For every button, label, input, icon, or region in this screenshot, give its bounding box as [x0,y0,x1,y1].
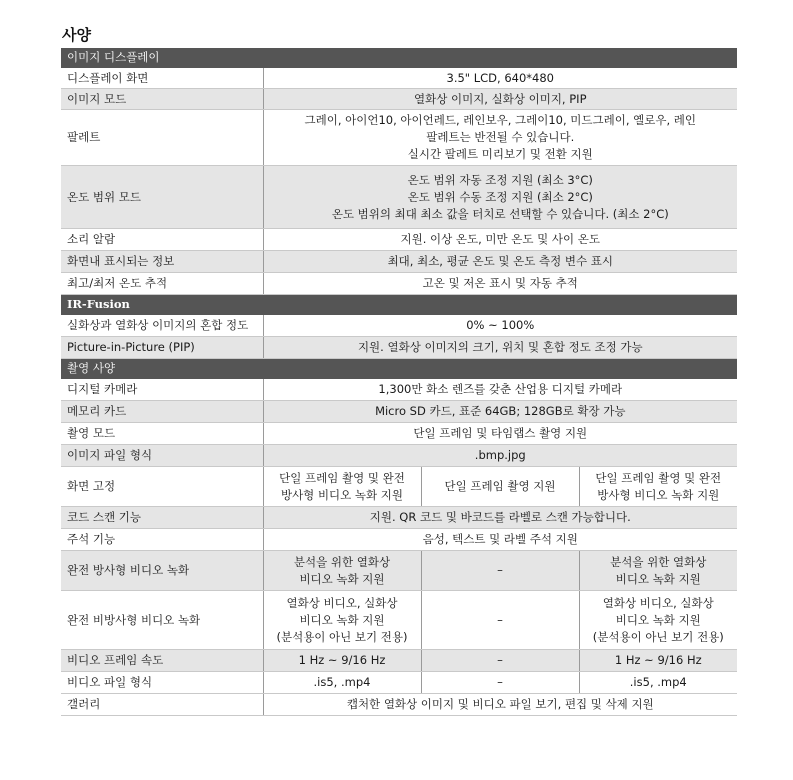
spec-row-screen-info [61,251,737,273]
value-col-3 [579,551,737,591]
spec-row-digital-camera [61,379,737,401]
spec-row-annotation [61,529,737,551]
value-col-2: – [421,650,579,672]
row-value: 고온 및 저온 표시 및 자동 추적 [263,273,737,295]
value-line: 방사형 비디오 녹화 지원 [280,487,404,502]
value-line: 분석을 위한 열화상 [610,554,707,569]
spec-row-memory-card [61,401,737,423]
spec-row-temp-range-mode [61,166,737,229]
value-line: 온도 범위 자동 조정 지원 (최소 3°C) [407,172,593,187]
value-col-2 [421,591,579,650]
row-value: 최대, 최소, 평균 온도 및 온도 측정 변수 표시 [263,251,737,273]
spec-table [61,48,737,716]
row-value: 열화상 이미지, 실화상 이미지, PIP [263,89,737,110]
row-value: .bmp.jpg [263,445,737,467]
row-label: 디스플레이 화면 [61,68,263,89]
value-line: 단일 프레임 촬영 지원 [444,479,556,493]
row-value [263,110,737,166]
value-line: 온도 범위의 최대 최소 값을 터치로 선택할 수 있습니다. (최소 2°C) [331,206,669,221]
spec-row-hi-lo-tracking [61,273,737,295]
value-col-3: .is5, .mp4 [579,672,737,694]
value-line: 열화상 비디오, 실화상 [602,595,714,610]
value-line: 온도 범위 수동 조정 지원 (최소 2°C) [407,189,593,204]
row-value: 음성, 텍스트 및 라벨 주석 지원 [263,529,737,551]
section-header-capture [61,359,737,379]
row-label: 완전 비방사형 비디오 녹화 [61,591,263,650]
spec-row-screen-freeze [61,467,737,507]
row-label: 촬영 모드 [61,423,263,445]
spec-row-full-radio-video [61,551,737,591]
row-label: 최고/최저 온도 추적 [61,273,263,295]
value-col-2 [421,551,579,591]
section-title-text: IR-Fusion [67,297,130,311]
value-col-1 [263,551,421,591]
spec-row-gallery [61,694,737,716]
row-label: 메모리 카드 [61,401,263,423]
row-value: 지원. QR 코드 및 바코드를 라벨로 스캔 가능합니다. [263,507,737,529]
row-label: 이미지 파일 형식 [61,445,263,467]
spec-row-capture-mode [61,423,737,445]
value-col-1 [263,467,421,507]
row-label: 코드 스캔 기능 [61,507,263,529]
value-line: 실시간 팔레트 미리보기 및 전환 지원 [407,147,593,161]
value-line: 단일 프레임 촬영 및 완전 [279,470,405,485]
value-line: 비디오 녹화 지원 [299,612,385,627]
value-line: 팔레트는 반전될 수 있습니다. [426,130,575,144]
value-line: 방사형 비디오 녹화 지원 [597,487,720,502]
row-label: Picture-in-Picture (PIP) [61,337,263,359]
spec-row-palette [61,110,737,166]
spec-row-blend-level [61,315,737,337]
row-label: 실화상과 열화상 이미지의 혼합 정도 [61,315,263,337]
row-label: 팔레트 [61,110,263,166]
section-title [61,295,737,315]
value-line: 비디오 녹화 지원 [615,571,701,586]
value-col-1: .is5, .mp4 [263,672,421,694]
value-line: 비디오 녹화 지원 [615,612,701,627]
spec-row-video-format [61,672,737,694]
row-label: 주석 기능 [61,529,263,551]
value-col-3 [579,591,737,650]
section-title: 이미지 디스플레이 [61,48,737,68]
row-label: 완전 방사형 비디오 녹화 [61,551,263,591]
row-value: 3.5" LCD, 640*480 [263,68,737,89]
row-value: 지원. 열화상 이미지의 크기, 위치 및 혼합 정도 조정 가능 [263,337,737,359]
row-label: 화면내 표시되는 정보 [61,251,263,273]
row-label: 화면 고정 [61,467,263,507]
row-value: 지원. 이상 온도, 미만 온도 및 사이 온도 [263,229,737,251]
value-col-2 [421,467,579,507]
value-col-2: – [421,672,579,694]
value-line: (분석용이 아닌 보기 전용) [592,629,724,644]
row-label: 온도 범위 모드 [61,166,263,229]
spec-row-image-mode [61,89,737,110]
value-col-1: 1 Hz ~ 9/16 Hz [263,650,421,672]
section-title: 촬영 사양 [61,359,737,379]
row-label: 갤러리 [61,694,263,716]
spec-row-pip [61,337,737,359]
value-line: – [497,612,503,627]
row-value [263,166,737,229]
spec-row-code-scan [61,507,737,529]
row-value: 캡처한 열화상 이미지 및 비디오 파일 보기, 편집 및 삭제 지원 [263,694,737,716]
spec-row-full-nonradio-video [61,591,737,650]
row-label: 이미지 모드 [61,89,263,110]
spec-row-video-frame-rate [61,650,737,672]
row-label: 디지털 카메라 [61,379,263,401]
value-line: – [497,563,503,577]
row-label: 비디오 파일 형식 [61,672,263,694]
spec-row-display-screen [61,68,737,89]
spec-row-sound-alarm [61,229,737,251]
value-line: 그레이, 아이언10, 아이언레드, 레인보우, 그레이10, 미드그레이, 옐로우, 레인 [304,113,697,127]
value-line: (분석용이 아닌 보기 전용) [276,629,408,644]
value-col-1 [263,591,421,650]
section-header-image-display [61,48,737,68]
value-line: 비디오 녹화 지원 [299,571,385,586]
row-label: 소리 알람 [61,229,263,251]
row-value: 1,300만 화소 렌즈를 갖춘 산업용 디지털 카메라 [263,379,737,401]
value-line: 열화상 비디오, 실화상 [286,595,398,610]
row-value: 0% ~ 100% [263,315,737,337]
section-header-ir-fusion [61,295,737,315]
value-line: 단일 프레임 촬영 및 완전 [595,470,722,485]
value-col-3: 1 Hz ~ 9/16 Hz [579,650,737,672]
row-label: 비디오 프레임 속도 [61,650,263,672]
value-col-3 [579,467,737,507]
page-title: 사양 [62,26,91,44]
spec-row-image-format [61,445,737,467]
row-value: 단일 프레임 및 타임랩스 촬영 지원 [263,423,737,445]
value-line: 분석을 위한 열화상 [293,554,391,569]
row-value: Micro SD 카드, 표준 64GB; 128GB로 확장 가능 [263,401,737,423]
